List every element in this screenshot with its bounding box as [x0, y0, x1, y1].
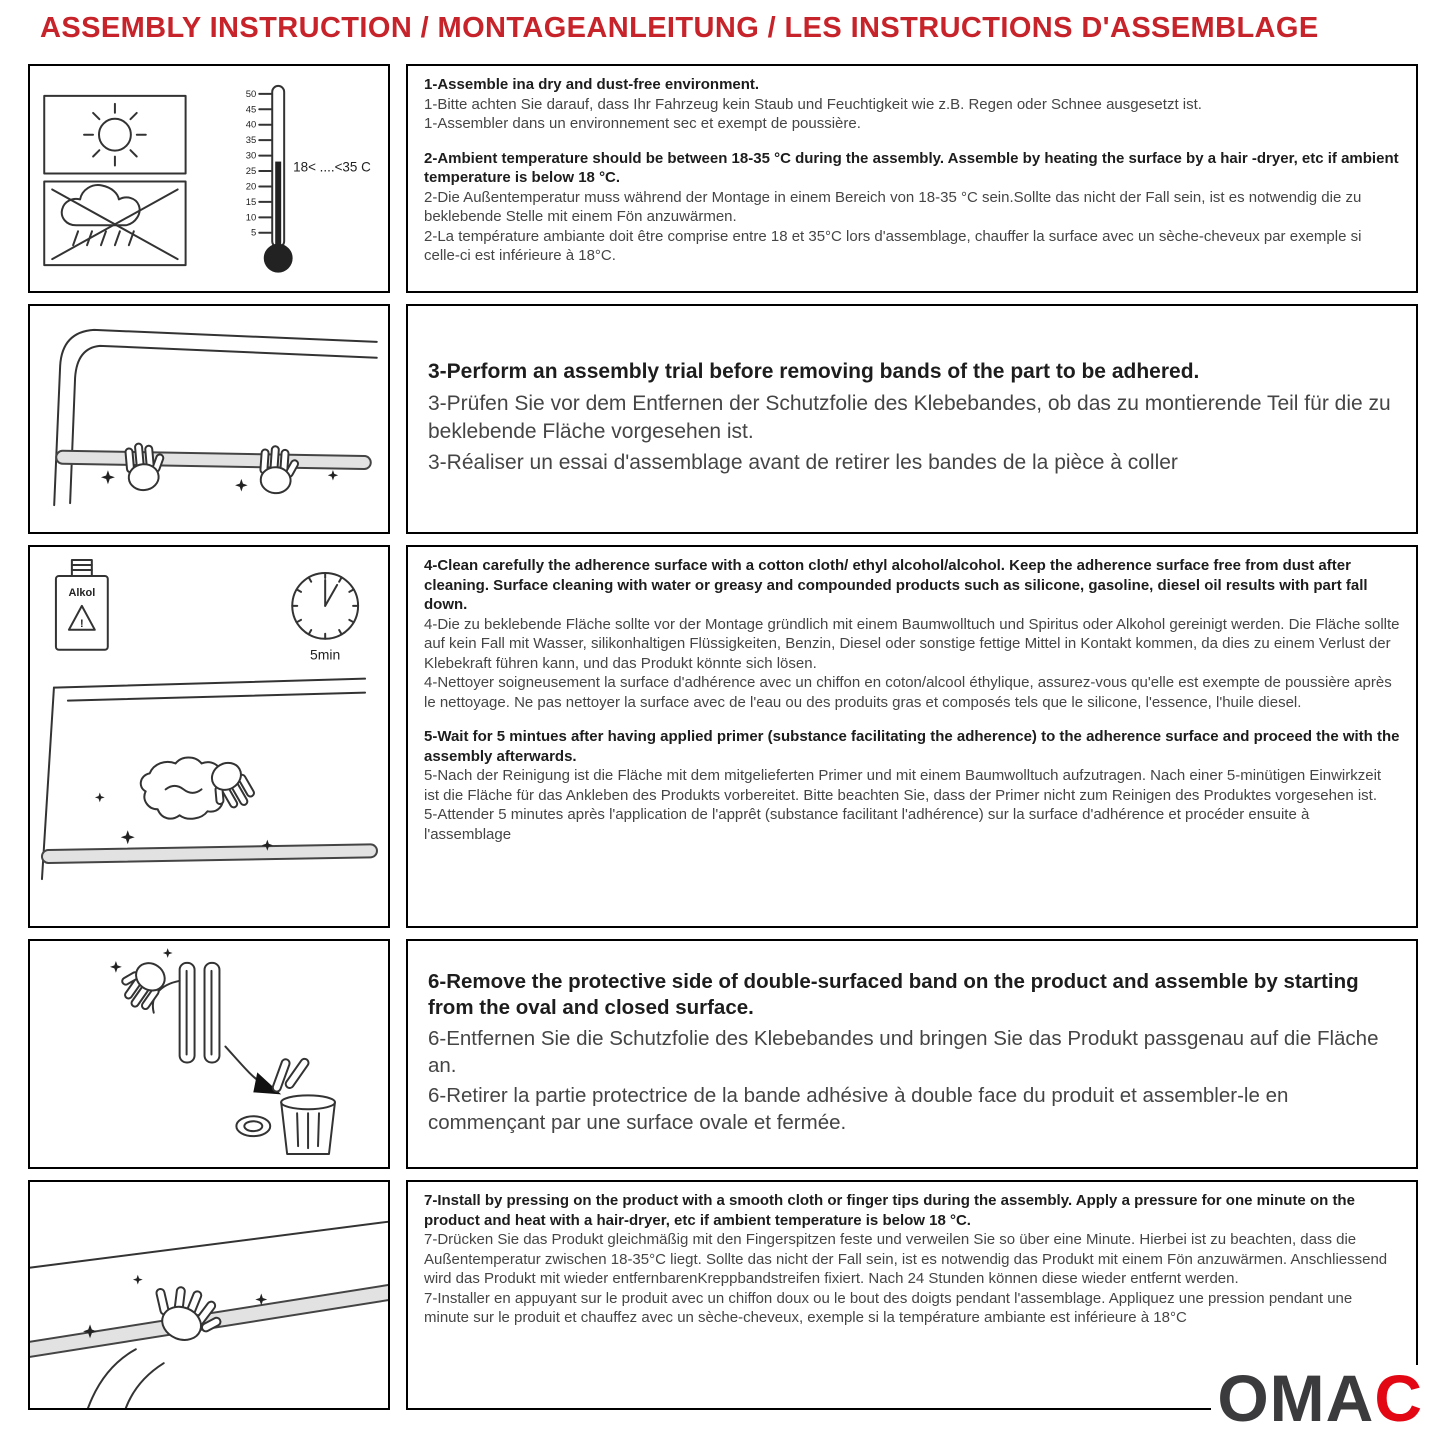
temperature-range-label: 18< ....<35 C [293, 159, 371, 175]
instruction-paragraph: 3-Réaliser un essai d'assemblage avant de retirer les bandes de la pièce à coller [428, 451, 1178, 475]
assembly-trial-illustration [28, 304, 390, 534]
instruction-text-3 [406, 545, 1418, 928]
cloth-icon [141, 757, 228, 818]
section-environment-temperature [28, 64, 1418, 293]
sparkle-icon [133, 1275, 143, 1285]
instruction-paragraph: 3-Prüfen Sie vor dem Entfernen der Schutzfolie des Klebebandes, ob das zu montierende Teil für die zu beklebende Fläche vorgesehen ist. [428, 391, 1391, 443]
instruction-paragraph: 3-Perform an assembly trial before removing bands of the part to be adhered. [428, 359, 1200, 383]
sparkle-icon [95, 792, 105, 802]
thermometer-icon [246, 86, 371, 272]
thermometer-tick-label: 15 [245, 196, 257, 208]
instruction-rows [28, 64, 1418, 1410]
instruction-paragraph: 2-Ambient temperature should be between 18-35 °C during the assembly. Assemble by heating the surface by a hair -dryer, etc if ambient temperature is below 18 °C. [424, 149, 1399, 186]
instruction-paragraph: 7-Installer en appuyant sur le produit avec un chiffon doux ou le bout des doigts pendant l'assemblage. Appliquez une pression pendant une minute sur le produit et chauffez avec un sèche-cheveux, exemple si la température ambiante est inférieure à 18°C [424, 1289, 1353, 1326]
instruction-paragraph: 7-Install by pressing on the product with a smooth cloth or finger tips during the assembly. Apply a pressure for one minute on the product and heat with a hair-dryer, etc if ambient temperature is below 18 °C. [424, 1192, 1355, 1229]
section-clean-and-primer [28, 545, 1418, 928]
thermometer-tick-label: 10 [245, 212, 257, 224]
sparkle-icon [101, 470, 115, 484]
alcohol-clock-wiping-illustration [30, 547, 388, 926]
thermometer-tick-label: 50 [245, 88, 257, 100]
thermometer-tick-label: 5 [251, 227, 257, 239]
instruction-paragraph: 1-Bitte achten Sie darauf, dass Ihr Fahrzeug kein Staub und Feuchtigkeit wie z.B. Regen oder Schnee ausgesetzt ist. [424, 95, 1202, 113]
cleaning-illustration [28, 545, 390, 928]
clock-duration-label: 5min [310, 646, 341, 663]
instruction-paragraph: 4-Die zu beklebende Fläche sollte vor der Montage gründlich mit einem Baumwolltuch und Spiritus oder Alkohol gereinigt werden. Die Fläche sollte auf kein Fall mit Wasser, silikonhaltigen Flüssigkeiten, Benzin, Diesel oder sonstige fettige Mittel in Kontakt kommen, da dies zu einem Verlust der Klebekraft führen kann, und das Produkt könnte sich lösen. [424, 615, 1400, 672]
trash-lid-icon [236, 1116, 270, 1136]
instruction-text-1 [406, 64, 1418, 293]
page-title: ASSEMBLY INSTRUCTION / MONTAGEANLEITUNG / LES INSTRUCTIONS D'ASSEMBLAGE [40, 12, 1319, 44]
sparkle-icon [328, 470, 338, 480]
instruction-paragraph: 4-Clean carefully the adherence surface with a cotton cloth/ ethyl alcohol/alcohol. Keep the adherence surface free from dust after cleaning. Surface cleaning with water or greasy and compounded products such as silicone, gasoline, diesel oil results with part fall down. [424, 557, 1368, 613]
thermometer-tick-label: 25 [245, 166, 257, 178]
sun-rain-thermometer-illustration [30, 66, 388, 291]
instruction-paragraph: 2-Die Außentemperatur muss während der Montage in einem Bereich von 18-35 °C sein.Sollte das nicht der Fall sein, ist es notwendig die zu beklebende Stelle mit einem Fön anzuwärmen. [424, 188, 1362, 225]
remove-band-illustration [28, 939, 390, 1169]
clock-icon [292, 573, 358, 663]
environment-illustration [28, 64, 390, 293]
warning-mark: ! [80, 617, 84, 630]
sparkle-icon [110, 961, 122, 973]
sparkle-icon [121, 830, 135, 844]
instruction-paragraph: 6-Entfernen Sie die Schutzfolie des Klebebandes und bringen Sie das Produkt passgenau auf die Fläche an. [428, 1026, 1379, 1077]
hand-icon [113, 953, 171, 1013]
section-press-install [28, 1180, 1418, 1410]
instruction-paragraph: 2-La température ambiante doit être comprise entre 18 et 35°C lors d'assemblage, chauffer la surface avec un sèche-cheveux par exemple si celle-ci est inférieure à 18°C. [424, 227, 1362, 264]
instruction-paragraph: 6-Remove the protective side of double-surfaced band on the product and assemble by starting from the oval and closed surface. [428, 969, 1359, 1020]
omac-logo-dark-letters: OMA [1217, 1361, 1375, 1435]
instruction-paragraph: 1-Assemble ina dry and dust-free environment. [424, 76, 760, 93]
thermometer-tick-label: 30 [245, 150, 257, 162]
instruction-text-4 [406, 939, 1418, 1169]
instruction-paragraph: 7-Drücken Sie das Produkt gleichmäßig mit den Fingerspitzen feste und verweilen Sie so über eine Minute. Hierbei ist zu beachten, dass die Außentemperatur zwischen 18-35°C liegt. Sollte das nicht der Fall sein, ist es notwendig das Produkt mit einem Fön anzuwärmen. Anschliessend wird das Produkt mit wieder entfernbarenKreppbandstreifen fixiert. Nach 24 Stunden können diese wieder entfernt werden. [424, 1231, 1388, 1287]
instruction-text-2 [406, 304, 1418, 534]
instruction-paragraph: 4-Nettoyer soigneusement la surface d'adhérence avec un chiffon en coton/alcool éthylique, assurez-vous qu'elle est exempte de poussière après le nettoyage. Ne pas nettoyer la surface avec de l'eau ou des produits gras et composés tels que le silicone, l'essence, l'huile diesel. [424, 674, 1392, 711]
sparkle-icon [235, 479, 248, 492]
hand-icon [125, 441, 167, 491]
sparkle-icon [163, 948, 173, 958]
sun-icon [44, 96, 185, 174]
omac-logo-red-letter: C [1374, 1361, 1423, 1435]
section-remove-band [28, 939, 1418, 1169]
peel-band-trashcan-illustration [30, 941, 388, 1167]
trash-can-icon [281, 1095, 335, 1154]
instruction-paragraph: 5-Attender 5 minutes après l'application de l'apprêt (substance facilitant l'adhérence) sur la surface d'adhérence et procéder ensuite à l'assemblage [424, 806, 1310, 843]
thermometer-tick-label: 20 [245, 181, 257, 193]
instruction-paragraph: 5-Nach der Reinigung ist die Fläche mit dem mitgelieferten Primer und mit einem Baumwolltuch aufzutragen. Nach einer 5-minütigen Einwirkzeit ist die Fläche für das Ankleben des Produkts vorbereitet. Bitte beachten Sie, dass der Primer nicht zum Reinigen des Produktes vorgesehen ist. [424, 767, 1382, 804]
wiping-hand-illustration [42, 679, 377, 879]
thermometer-tick-label: 40 [245, 119, 257, 131]
pressing-hand-illustration [30, 1182, 388, 1408]
no-rain-icon [44, 181, 185, 265]
instruction-paragraph: 1-Assembler dans un environnement sec et exempt de poussière. [424, 115, 861, 132]
hand-icon [259, 445, 300, 494]
omac-logo [1211, 1361, 1423, 1435]
door-trim-hands-illustration [30, 306, 388, 532]
alcohol-label: Alkol [68, 586, 96, 599]
thermometer-tick-label: 45 [245, 104, 257, 116]
section-assembly-trial [28, 304, 1418, 534]
alcohol-bottle-icon [56, 560, 108, 650]
thermometer-tick-label: 35 [245, 135, 257, 147]
press-install-illustration [28, 1180, 390, 1410]
instruction-paragraph: 6-Retirer la partie protectrice de la bande adhésive à double face du produit et assembler-le en commençant par une surface ovale et fermée. [428, 1084, 1289, 1134]
instruction-paragraph: 5-Wait for 5 mintues after having applied primer (substance facilitating the adherence) to the adherence surface and proceed the with the assembly afterwards. [424, 728, 1400, 765]
